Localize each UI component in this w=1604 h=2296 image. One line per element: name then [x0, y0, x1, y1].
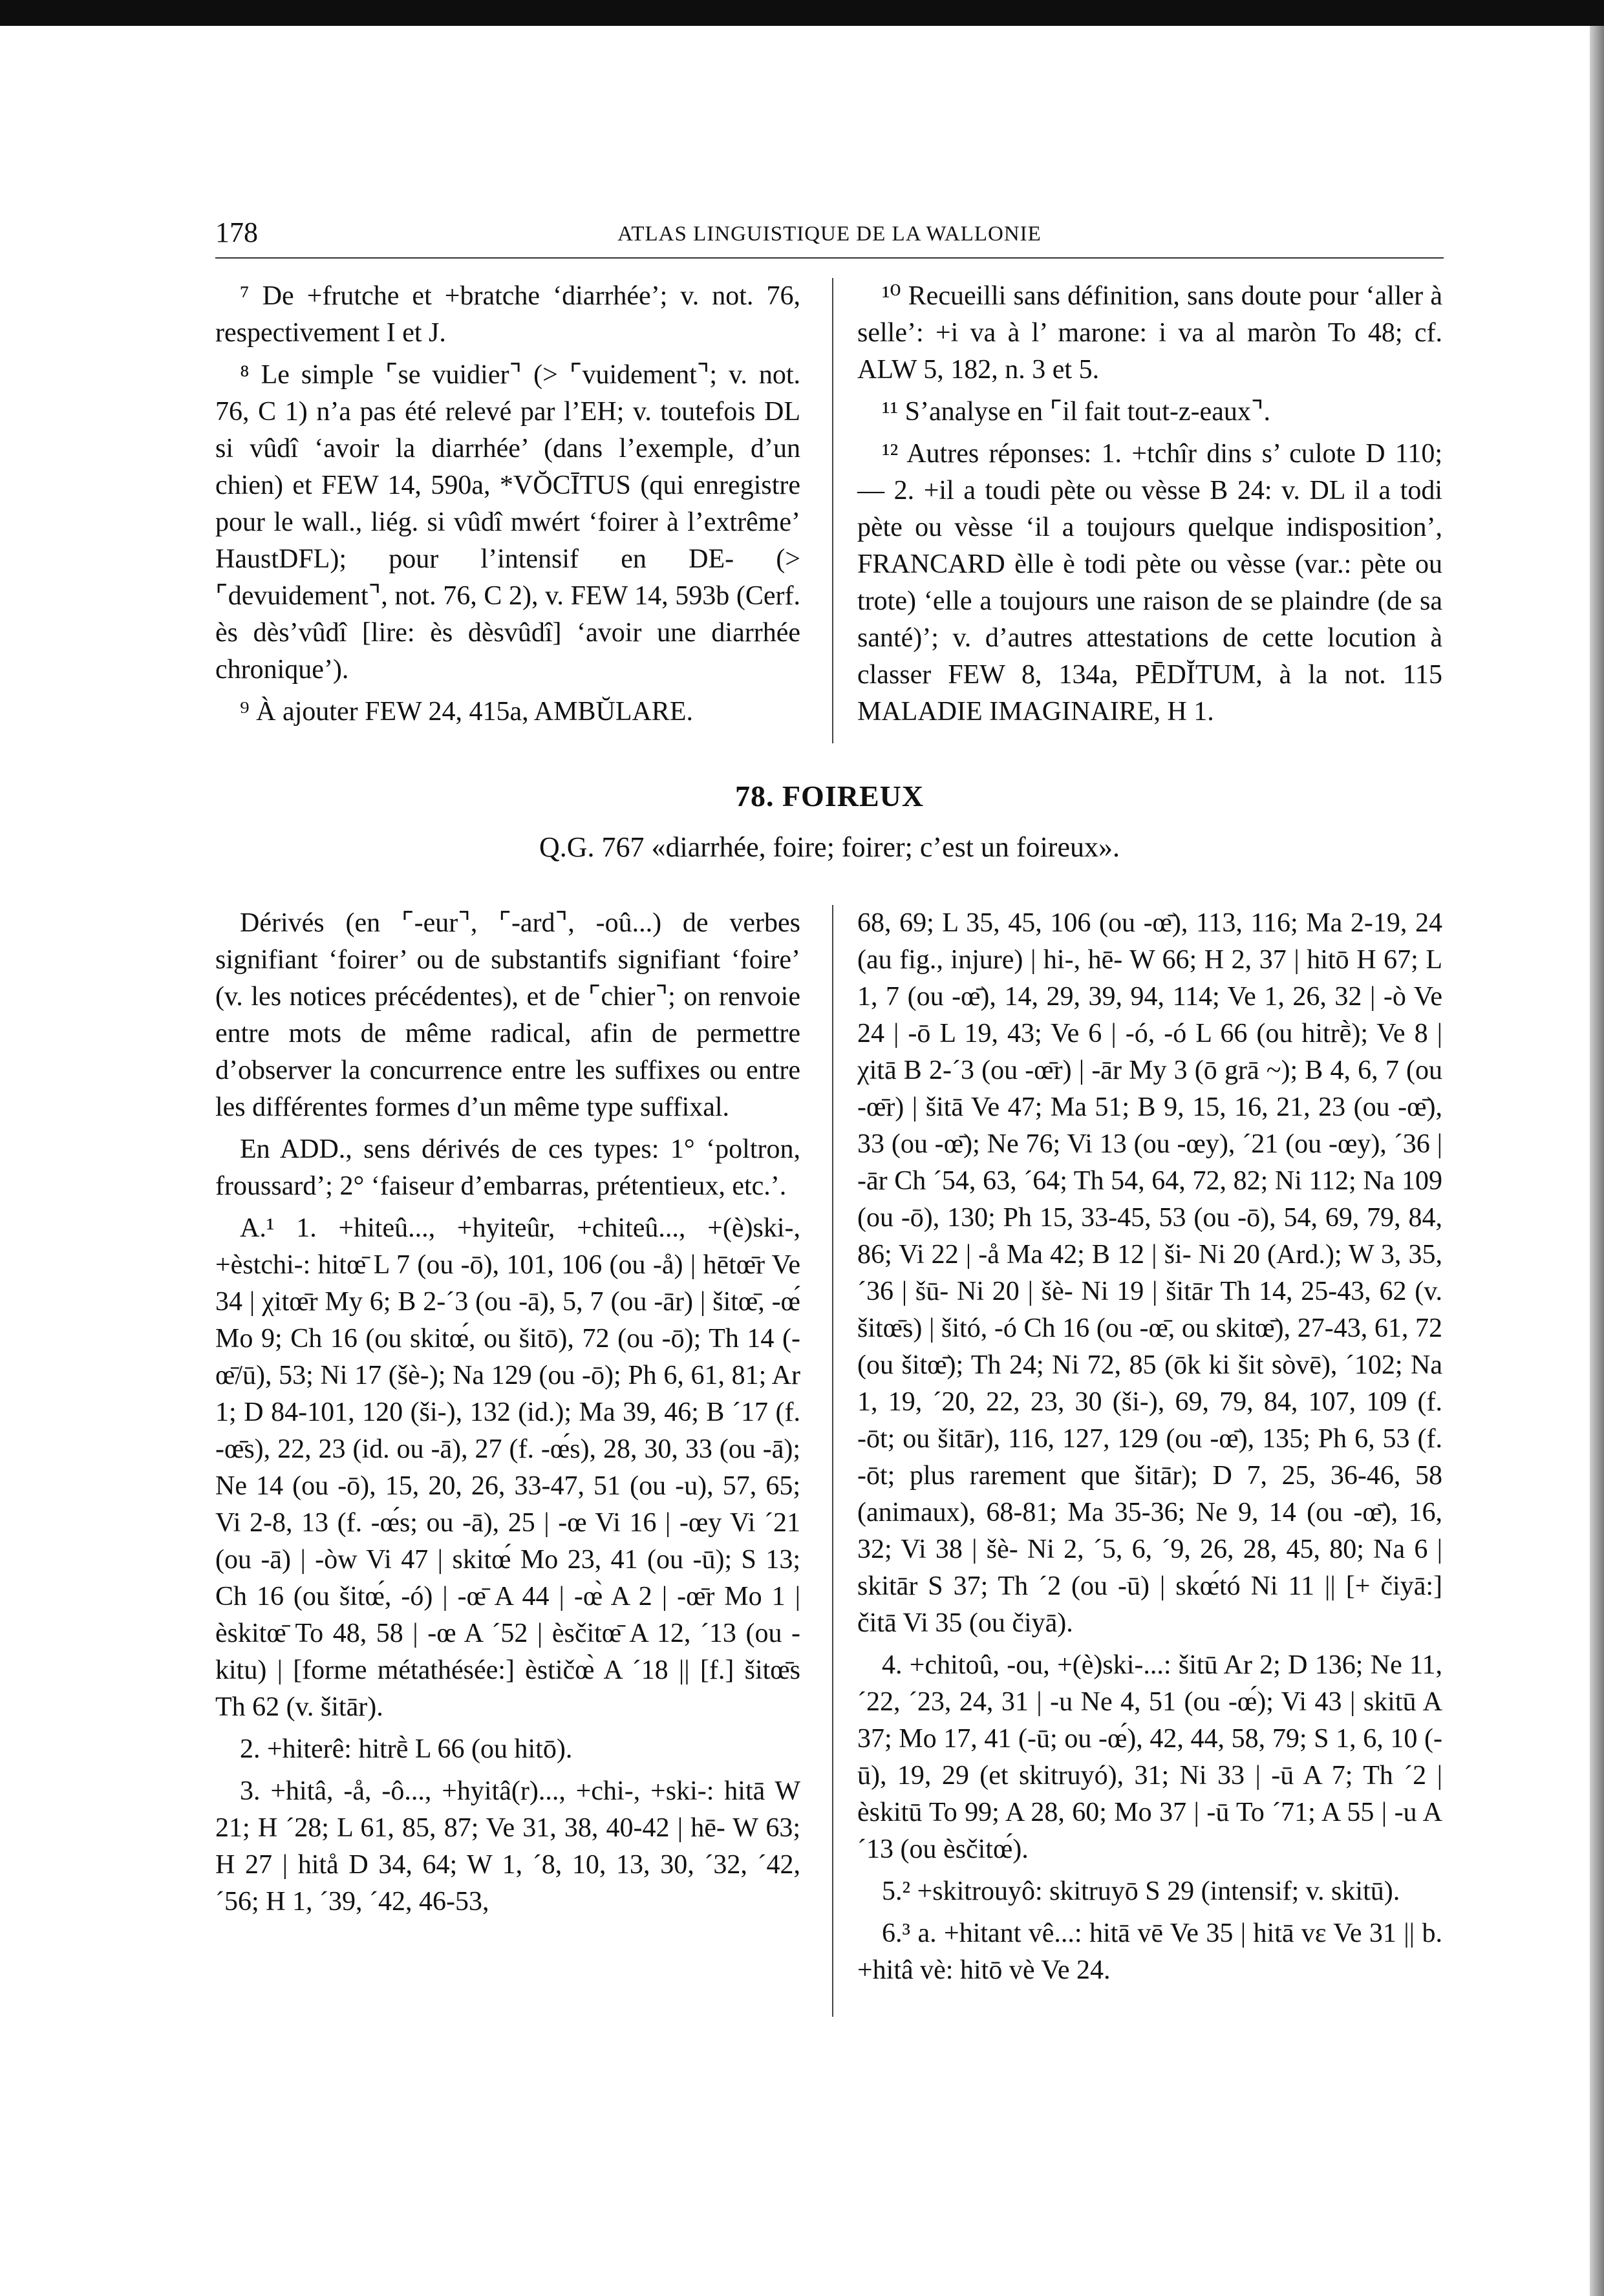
footnote-11: ¹¹ S’analyse en ⌜il fait tout-z-eaux⌝. [882, 397, 1271, 427]
page-header [215, 213, 1444, 255]
footnote-10: ¹⁰ Recueilli sans définition, sans doute pour ‘aller à selle’: +i va à l’ marone: i va al maròn To 48; cf. ALW 5, 182, n. 3 et 5. [857, 281, 1442, 385]
footnote-column-divider [832, 278, 833, 743]
entry-a6: 6.³ a. +hitant vê...: hitā vē Ve 35 | hitā vɛ Ve 31 || b. +hitâ vè: hitō vè Ve 24. [857, 1919, 1442, 1985]
entry-a3-continued: 68, 69; L 35, 45, 106 (ou -œ̄), 113, 116; Ma 2-19, 24 (au fig., injure) | hi-, hē- W 66; H 2, 37 | hitō H 67; L 1, 7 (ou -œ̄), 14, 29, 39, 94, 114; Ve 1, 26, 32 | -ò Ve 24 | -ō L 19, 43; Ve 6 | -ó, -ó L 66 (ou hitrḕ); Ve 8 | χitā B 2-´3 (ou -œ̄r) | -ār My 3 (ō grā ~); B 4, 6, 7 (ou -œ̄r) | šitā Ve 47; Ma 51; B 9, 15, 16, 21, 23 (ou -œ̄), 33 (ou -œ̄); Ne 76; Vi 13 (ou -œy), ´21 (ou -œy), ´36 | -ār Ch ´54, 63, ´64; Th 54, 64, 72, 82; Ni 112; Na 109 (ou -ō), 130; Ph 15, 33-45, 53 (ou -ō), 54, 69, 79, 84, 86; Vi 22 | -å Ma 42; B 12 | ši- Ni 20 (Ard.); W 3, 35, ´36 | šū- Ni 20 | šè- Ni 19 | šitār Th 14, 25-43, 62 (v. šitœ̄s) | šitó, -ó Ch 16 (ou -œ̄, ou skitœ̄), 27-43, 61, 72 (ou šitœ̄); Th 24; Ni 72, 85 (ōk ki šit sòvē), ´102; Na 1, 19, ´20, 22, 23, 30 (ši-), 69, 79, 84, 107, 109 (f. -ōt; ou šitār), 116, 127, 129 (ou -œ̄), 135; Ph 6, 53 (f. -ōt; plus rarement que šitār); D 7, 25, 36-46, 58 (animaux), 68-81; Ma 35-36; Ne 9, 14 (ou -œ̄), 16, 32; Vi 38 | šè- Ni 2, ´5, 6, ´9, 26, 28, 45, 80; Na 6 | skitār S 37; Th ´2 (ou -ū) | skœ́tó Ni 11 || [+ čiyā:] čitā Vi 35 (ou čiyā). [857, 908, 1442, 1638]
footnote-9: ⁹ À ajouter FEW 24, 415a, AMBŬLARE. [240, 697, 693, 727]
footnotes-left-column [215, 278, 800, 736]
body-column-divider [832, 905, 833, 2017]
footnote-8: ⁸ Le simple ⌜se vuidier⌝ (> ⌜vuidement⌝; v. not. 76, C 1) n’a pas été relevé par l’EH; v. toutefois DL si vûdî ‘avoir la diarrhée’ (dans l’exemple, d’un chien) et FEW 14, 590a, *VŎCĪTUS (qui enregistre pour le wall., liég. si vûdî mwért ‘foirer à l’extrême’ HaustDFL); pour l’intensif en DE- (> ⌜devuidement⌝, not. 76, C 2), v. FEW 14, 593b (Cerf. ès dès’vûdî [lire: ès dèsvûdî] ‘avoir une diarrhée chronique’). [215, 360, 800, 685]
section-subtitle: Q.G. 767 «diarrhée, foire; foirer; c’est un foireux». [539, 831, 1120, 863]
scan-top-border [0, 0, 1604, 26]
footnote-7: ⁷ De +frutche et +bratche ‘diarrhée’; v. not. 76, respectivement I et J. [215, 281, 800, 348]
page-number: 178 [215, 217, 258, 248]
body-left-column [215, 905, 800, 1926]
entry-a2: 2. +hiterê: hitrḕ L 66 (ou hitō). [240, 1734, 573, 1764]
intro-paragraph: Dérivés (en ⌜-eur⌝, ⌜-ard⌝, -oû...) de verbes signifiant ‘foirer’ ou de substantifs signifiant ‘foire’ (v. les notices précédentes), et de ⌜chier⌝; on renvoie entre mots de même radical, afin de permettre d’observer la concurrence entre les suffixes ou entre les différentes formes d’un même type suffixal. [215, 908, 800, 1122]
entry-a1: A.¹ 1. +hiteû..., +hyiteûr, +chiteû..., +(è)ski-, +èstchi-: hitœ̄ L 7 (ou -ō), 101, 106 (ou -å) | hētœ̄r Ve 34 | χitœ̄r My 6; B 2-´3 (ou -ā), 5, 7 (ou -ār) | šitœ̄, -œ́ Mo 9; Ch 16 (ou skitœ́, ou šitō), 72 (ou -ō); Th 14 (-œ̄/ū), 53; Ni 17 (šè-); Na 129 (ou -ō); Ph 6, 61, 81; Ar 1; D 84-101, 120 (ši-), 132 (id.); Ma 39, 46; B ´17 (f. -œ̄s), 22, 23 (id. ou -ā), 27 (f. -œ́s), 28, 30, 33 (ou -ā); Ne 14 (ou -ō), 15, 20, 26, 33-47, 51 (ou -u), 57, 65; Vi 2-8, 13 (f. -œ́s; ou -ā), 25 | -œ Vi 16 | -œy Vi ´21 (ou -ā) | -òw Vi 47 | skitœ́ Mo 23, 41 (ou -ū); S 13; Ch 16 (ou šitœ́, -ó) | -œ̄ A 44 | -œ̀ A 2 | -œ̄r Mo 1 | èskitœ̄ To 48, 58 | -œ A ´52 | èsčitœ̄ A 12, ´13 (ou -kitu) | [forme métathésée:] èstičœ̀ A ´18 || [f.] šitœ̄s Th 62 (v. šitār). [215, 1213, 800, 1722]
section-title: 78. FOIREUX [734, 780, 925, 813]
footnotes-right-column [857, 278, 1442, 736]
entry-a5: 5.² +skitrouyô: skitruyō S 29 (intensif; v. skitū). [882, 1876, 1400, 1906]
scan-right-edge [1590, 26, 1604, 2296]
entry-a3: 3. +hitâ, -å, -ô..., +hyitâ(r)..., +chi-, +ski-: hitā W 21; H ´28; L 61, 85, 87; Ve 31, 38, 40-42 | hē- W 63; H 27 | hitå D 34, 64; W 1, ´8, 10, 13, 30, ´32, ´42, ´56; H 1, ´39, ´42, 46-53, [215, 1776, 800, 1917]
entry-a4: 4. +chitoû, -ou, +(è)ski-...: šitū Ar 2; D 136; Ne 11, ´22, ´23, 24, 31 | -u Ne 4, 51 (ou -œ́); Vi 43 | skitū A 37; Mo 17, 41 (-ū; ou -œ́), 42, 44, 58, 79; S 1, 6, 10 (-ū), 19, 29 (et skitruyó), 31; Ni 33 | -ū A 7; Th ´2 | èskitū To 99; A 28, 60; Mo 37 | -ū To ´71; A 55 | -u A ´13 (ou èsčitœ́). [857, 1650, 1442, 1864]
body-right-column [857, 905, 1442, 1994]
footnote-12: ¹² Autres réponses: 1. +tchîr dins s’ culote D 110; — 2. +il a toudi pète ou vèsse B 24: v. DL il a todi pète ou vèsse ‘il a toujours quelque indisposition’, FRANCARD èlle è todi pète ou vèsse (var.: pète ou trote) ‘elle a toujours une raison de se plaindre (de sa santé)’; v. d’autres attestations de cette locution à classer FEW 8, 134a, PĒDĬTUM, à la not. 115 MALADIE IMAGINAIRE, H 1. [857, 439, 1442, 727]
running-title: ATLAS LINGUISTIQUE DE LA WALLONIE [617, 222, 1042, 246]
header-rule [215, 257, 1444, 259]
add-paragraph: En ADD., sens dérivés de ces types: 1° ‘poltron, froussard’; 2° ‘faiseur d’embarras, prétentieux, etc.’. [215, 1134, 800, 1201]
